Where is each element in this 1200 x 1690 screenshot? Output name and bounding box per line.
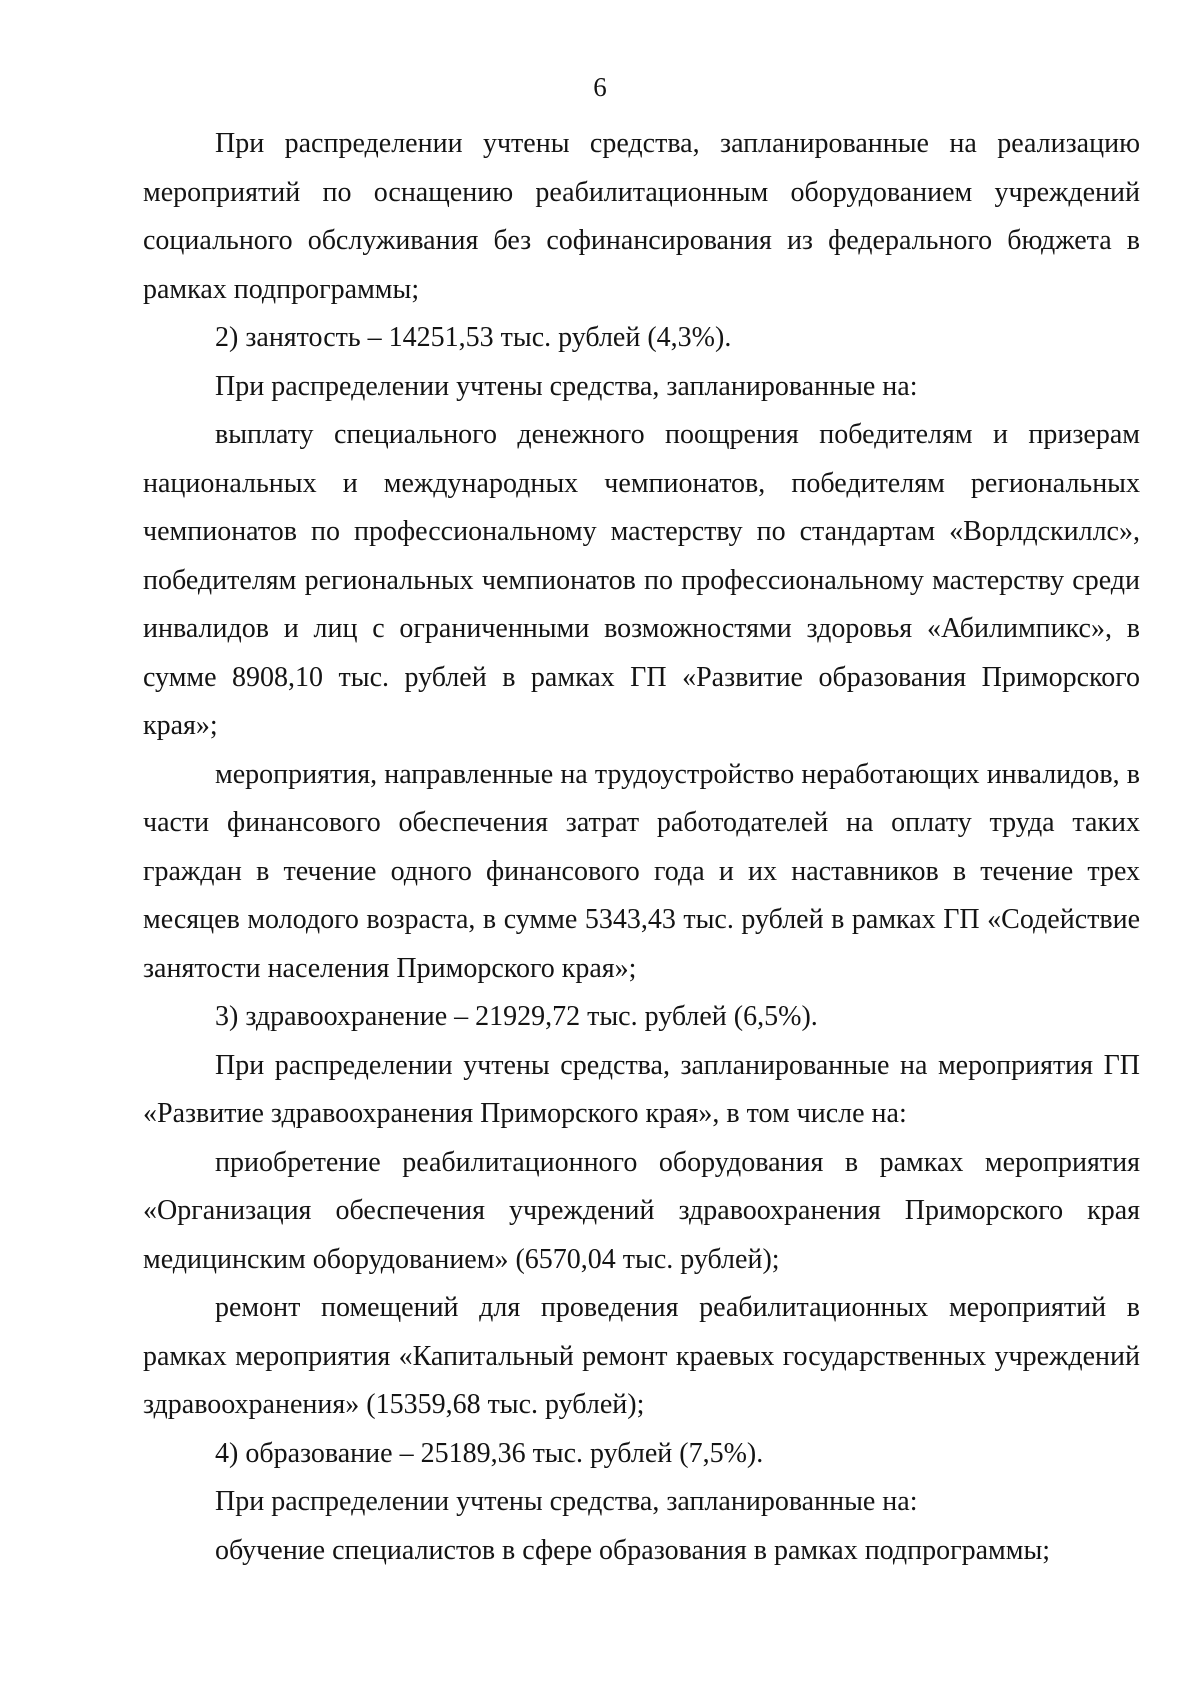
document-body [143, 120, 1140, 1575]
paragraph-rehab-equipment: При распределении учтены средства, запланированные на реализацию мероприятий по оснащению реабилитационным оборудованием учреждений социального обслуживания без софинансирования из федерального бюджета в рамках подпрограммы; [143, 128, 1140, 305]
paragraph-championship-payments: выплату специального денежного поощрения победителям и призерам национальных и международных чемпионатов, победителям региональных чемпионатов по профессиональному мастерству по стандартам «Ворлдскиллс», победителям региональных чемпионатов по профессиональному мастерству среди инвалидов и лиц с ограниченными возможностями здоровья «Абилимпикс», в сумме 8908,10 тыс. рублей в рамках ГП «Развитие образования Приморского края»; [143, 419, 1140, 741]
paragraph-employment-total: 2) занятость – 14251,53 тыс. рублей (4,3%). [215, 322, 732, 353]
paragraph-healthcare-total: 3) здравоохранение – 21929,72 тыс. рублей (6,5%). [215, 1001, 818, 1032]
paragraph-premises-repair: ремонт помещений для проведения реабилитационных мероприятий в рамках мероприятия «Капитальный ремонт краевых государственных учреждений здравоохранения» (15359,68 тыс. рублей); [143, 1292, 1140, 1420]
paragraph-education-total: 4) образование – 25189,36 тыс. рублей (7,5%). [215, 1437, 764, 1469]
page-number: 6 [593, 72, 607, 102]
paragraph-healthcare-intro: При распределении учтены средства, запланированные на мероприятия ГП «Развитие здравоохранения Приморского края», в том числе на: [143, 1049, 1140, 1129]
paragraph-disabled-employment: мероприятия, направленные на трудоустройство неработающих инвалидов, в части финансового обеспечения затрат работодателей на оплату труда таких граждан в течение одного финансового года и их наставников в течение трех месяцев молодого возраста, в сумме 5343,43 тыс. рублей в рамках ГП «Содействие занятости населения Приморского края»; [143, 758, 1140, 984]
paragraph-employment-intro: При распределении учтены средства, запланированные на: [215, 370, 918, 402]
paragraph-education-intro: При распределении учтены средства, запланированные на: [215, 1486, 918, 1517]
paragraph-rehab-equipment-purchase: приобретение реабилитационного оборудования в рамках мероприятия «Организация обеспечения учреждений здравоохранения Приморского края медицинским оборудованием» (6570,04 тыс. рублей); [143, 1146, 1140, 1275]
paragraph-specialist-training: обучение специалистов в сфере образования в рамках подпрограммы; [215, 1534, 1051, 1566]
